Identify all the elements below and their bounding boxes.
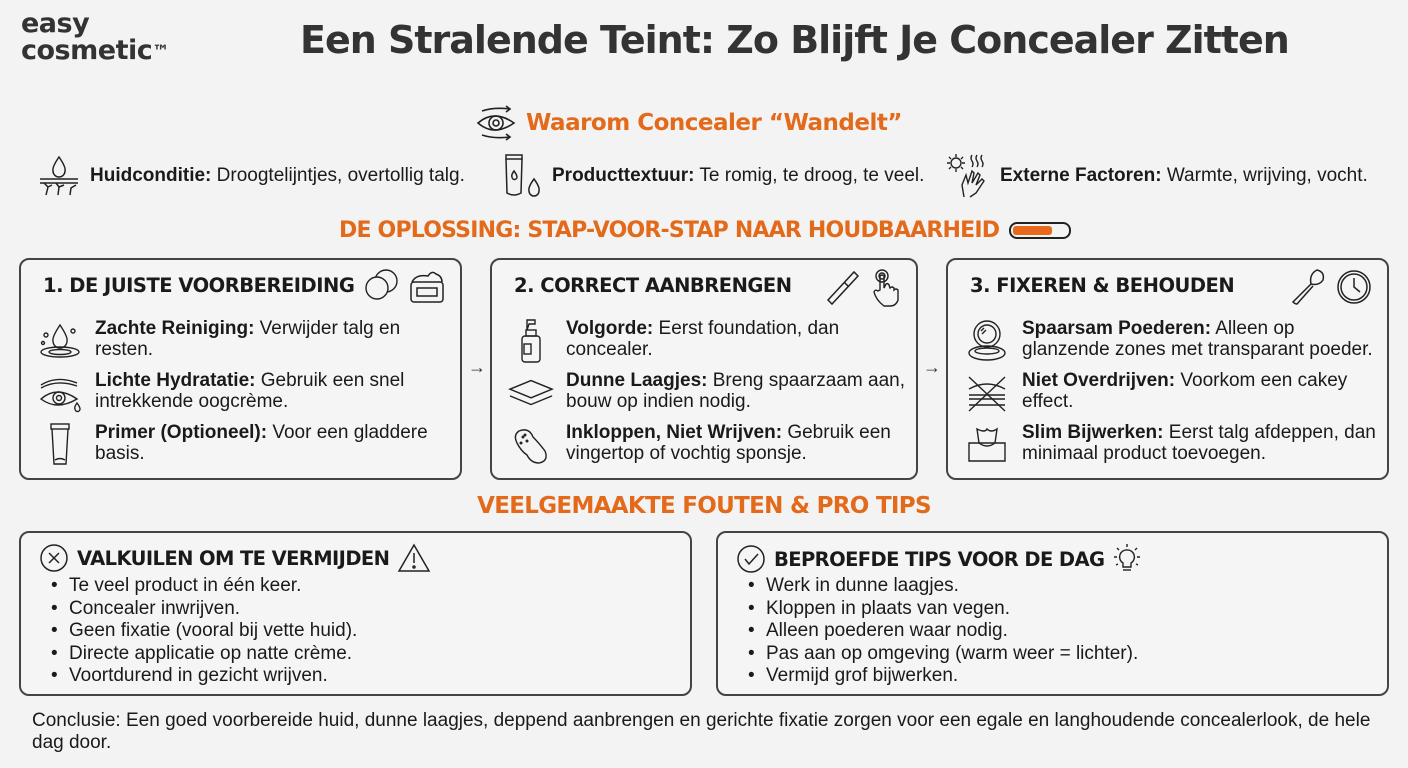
powder-brush-icon bbox=[1289, 268, 1327, 306]
cause-label: Producttextuur: bbox=[552, 165, 695, 186]
step-text: Gebruik een snel intrekkende oogcrème. bbox=[95, 370, 405, 412]
trademark: ™ bbox=[152, 42, 169, 62]
step-label: Lichte Hydratatie: bbox=[95, 370, 256, 391]
step-text: Eerst talg afdeppen, dan minimaal product toevoegen. bbox=[1022, 422, 1376, 464]
step-text: Voor een gladdere basis. bbox=[95, 422, 428, 464]
causes-row bbox=[36, 153, 1386, 199]
pitfalls-list bbox=[51, 575, 357, 688]
step-item bbox=[37, 318, 460, 364]
step-text: Voorkom een cakey effect. bbox=[1022, 370, 1348, 412]
step-text: Gebruik een vingertop of vochtig sponsje. bbox=[566, 422, 891, 464]
step-label: Dunne Laagjes: bbox=[566, 370, 708, 391]
compact-powder-icon bbox=[964, 318, 1010, 364]
list-item: • Voortdurend in gezicht wrijven. bbox=[51, 665, 357, 688]
brand-line-1: easy bbox=[21, 8, 90, 39]
pitfalls-title: VALKUILEN OM TE VERMIJDEN bbox=[77, 546, 390, 570]
finger-tap-icon bbox=[870, 268, 902, 308]
why-heading bbox=[474, 103, 902, 143]
cause-text: Droogtelijntjes, overtollig talg. bbox=[211, 165, 465, 186]
conclusion-text: Conclusie: Een goed voorbereide huid, dunne laagjes, deppend aanbrengen en gerichte fixatie zorgen voor een egale en langhoudende concealerlook, de hele dag door. bbox=[32, 710, 1371, 753]
water-splash-icon bbox=[37, 318, 83, 364]
cause-skin-condition bbox=[36, 153, 465, 199]
check-circle-icon bbox=[736, 544, 766, 574]
list-item: • Kloppen in plaats van vegen. bbox=[748, 598, 1138, 621]
solution-title: DE OPLOSSING: STAP-VOOR-STAP NAAR HOUDBAARHEID bbox=[339, 218, 1000, 243]
cream-jar-icon bbox=[408, 268, 446, 304]
arrow-right-icon: → bbox=[468, 357, 486, 377]
step-label: Slim Bijwerken: bbox=[1022, 422, 1164, 443]
step-item bbox=[37, 370, 460, 416]
step-label: Inkloppen, Niet Wrijven: bbox=[566, 422, 783, 443]
cause-text: Warmte, wrijving, vocht. bbox=[1161, 165, 1368, 186]
lightbulb-icon bbox=[1112, 543, 1142, 575]
mistakes-tips-heading: VEELGEMAAKTE FOUTEN & PRO TIPS bbox=[477, 493, 931, 519]
step-text: Breng spaarzaam aan, bouw op indien nodig. bbox=[566, 370, 905, 412]
step-text: Verwijder talg en resten. bbox=[95, 318, 401, 360]
card-title: 3. FIXEREN & BEHOUDEN bbox=[970, 274, 1235, 297]
why-title: Waarom Concealer “Wandelt” bbox=[526, 110, 902, 136]
step-item bbox=[37, 422, 460, 468]
cause-external-factors bbox=[944, 153, 1368, 199]
layers-icon bbox=[508, 370, 554, 416]
brand-line-2: cosmetic bbox=[21, 35, 153, 66]
arrow-right-icon: → bbox=[923, 357, 941, 377]
brand-logo bbox=[21, 10, 169, 64]
step-label: Primer (Optioneel): bbox=[95, 422, 268, 443]
primer-tube-icon bbox=[37, 422, 83, 468]
dry-skin-drop-icon bbox=[36, 153, 82, 199]
list-item: • Vermijd grof bijwerken. bbox=[748, 665, 1138, 688]
step-text: Eerst foundation, dan concealer. bbox=[566, 318, 840, 360]
step-item bbox=[508, 318, 916, 364]
tips-title: BEPROEFDE TIPS VOOR DE DAG bbox=[774, 547, 1105, 571]
cotton-pads-icon bbox=[364, 268, 400, 304]
step-item bbox=[964, 370, 1387, 416]
cause-label: Huidconditie: bbox=[90, 165, 212, 186]
list-item: • Geen fixatie (vooral bij vette huid). bbox=[51, 620, 357, 643]
cause-text: Te romig, te droog, te veel. bbox=[694, 165, 925, 186]
step-label: Spaarsam Poederen: bbox=[1022, 318, 1212, 339]
step-label: Niet Overdrijven: bbox=[1022, 370, 1176, 391]
list-item: • Directe applicatie op natte crème. bbox=[51, 643, 357, 666]
concealer-wand-icon bbox=[824, 268, 862, 308]
pitfalls-box bbox=[19, 531, 692, 696]
list-item: • Te veel product in één keer. bbox=[51, 575, 357, 598]
foundation-bottle-icon bbox=[508, 318, 554, 364]
solution-heading bbox=[339, 218, 1071, 243]
eye-drop-icon bbox=[37, 370, 83, 416]
card-title: 1. DE JUISTE VOORBEREIDING bbox=[43, 274, 355, 297]
step-item bbox=[964, 318, 1387, 364]
step-item bbox=[964, 422, 1387, 468]
list-item: • Werk in dunne laagjes. bbox=[748, 575, 1138, 598]
step-card-preparation bbox=[19, 258, 462, 480]
page-title: Een Stralende Teint: Zo Blijft Je Concealer Zitten bbox=[300, 18, 1289, 62]
tips-box bbox=[716, 531, 1389, 696]
list-item: • Concealer inwrijven. bbox=[51, 598, 357, 621]
card-title: 2. CORRECT AANBRENGEN bbox=[514, 274, 792, 297]
clock-icon bbox=[1335, 268, 1373, 306]
tissue-box-icon bbox=[964, 422, 1010, 468]
step-label: Zachte Reiniging: bbox=[95, 318, 255, 339]
x-circle-icon bbox=[39, 543, 69, 573]
crossed-layers-icon bbox=[964, 370, 1010, 416]
warning-icon bbox=[397, 543, 431, 573]
step-item bbox=[508, 422, 916, 468]
tube-drops-icon bbox=[502, 153, 544, 199]
step-label: Volgorde: bbox=[566, 318, 654, 339]
cause-product-texture bbox=[502, 153, 924, 199]
list-item: • Pas aan op omgeving (warm weer = lichter). bbox=[748, 643, 1138, 666]
list-item: • Alleen poederen waar nodig. bbox=[748, 620, 1138, 643]
step-card-setting bbox=[946, 258, 1389, 480]
step-item bbox=[508, 370, 916, 416]
step-card-application bbox=[490, 258, 918, 480]
battery-progress-icon bbox=[1009, 222, 1071, 239]
tips-list bbox=[748, 575, 1138, 688]
cause-label: Externe Factoren: bbox=[1000, 165, 1162, 186]
step-text: Alleen op glanzende zones met transparant poeder. bbox=[1022, 318, 1373, 360]
eye-arrows-icon bbox=[474, 103, 518, 143]
sponge-icon bbox=[508, 422, 554, 468]
sun-hand-icon bbox=[944, 153, 992, 199]
